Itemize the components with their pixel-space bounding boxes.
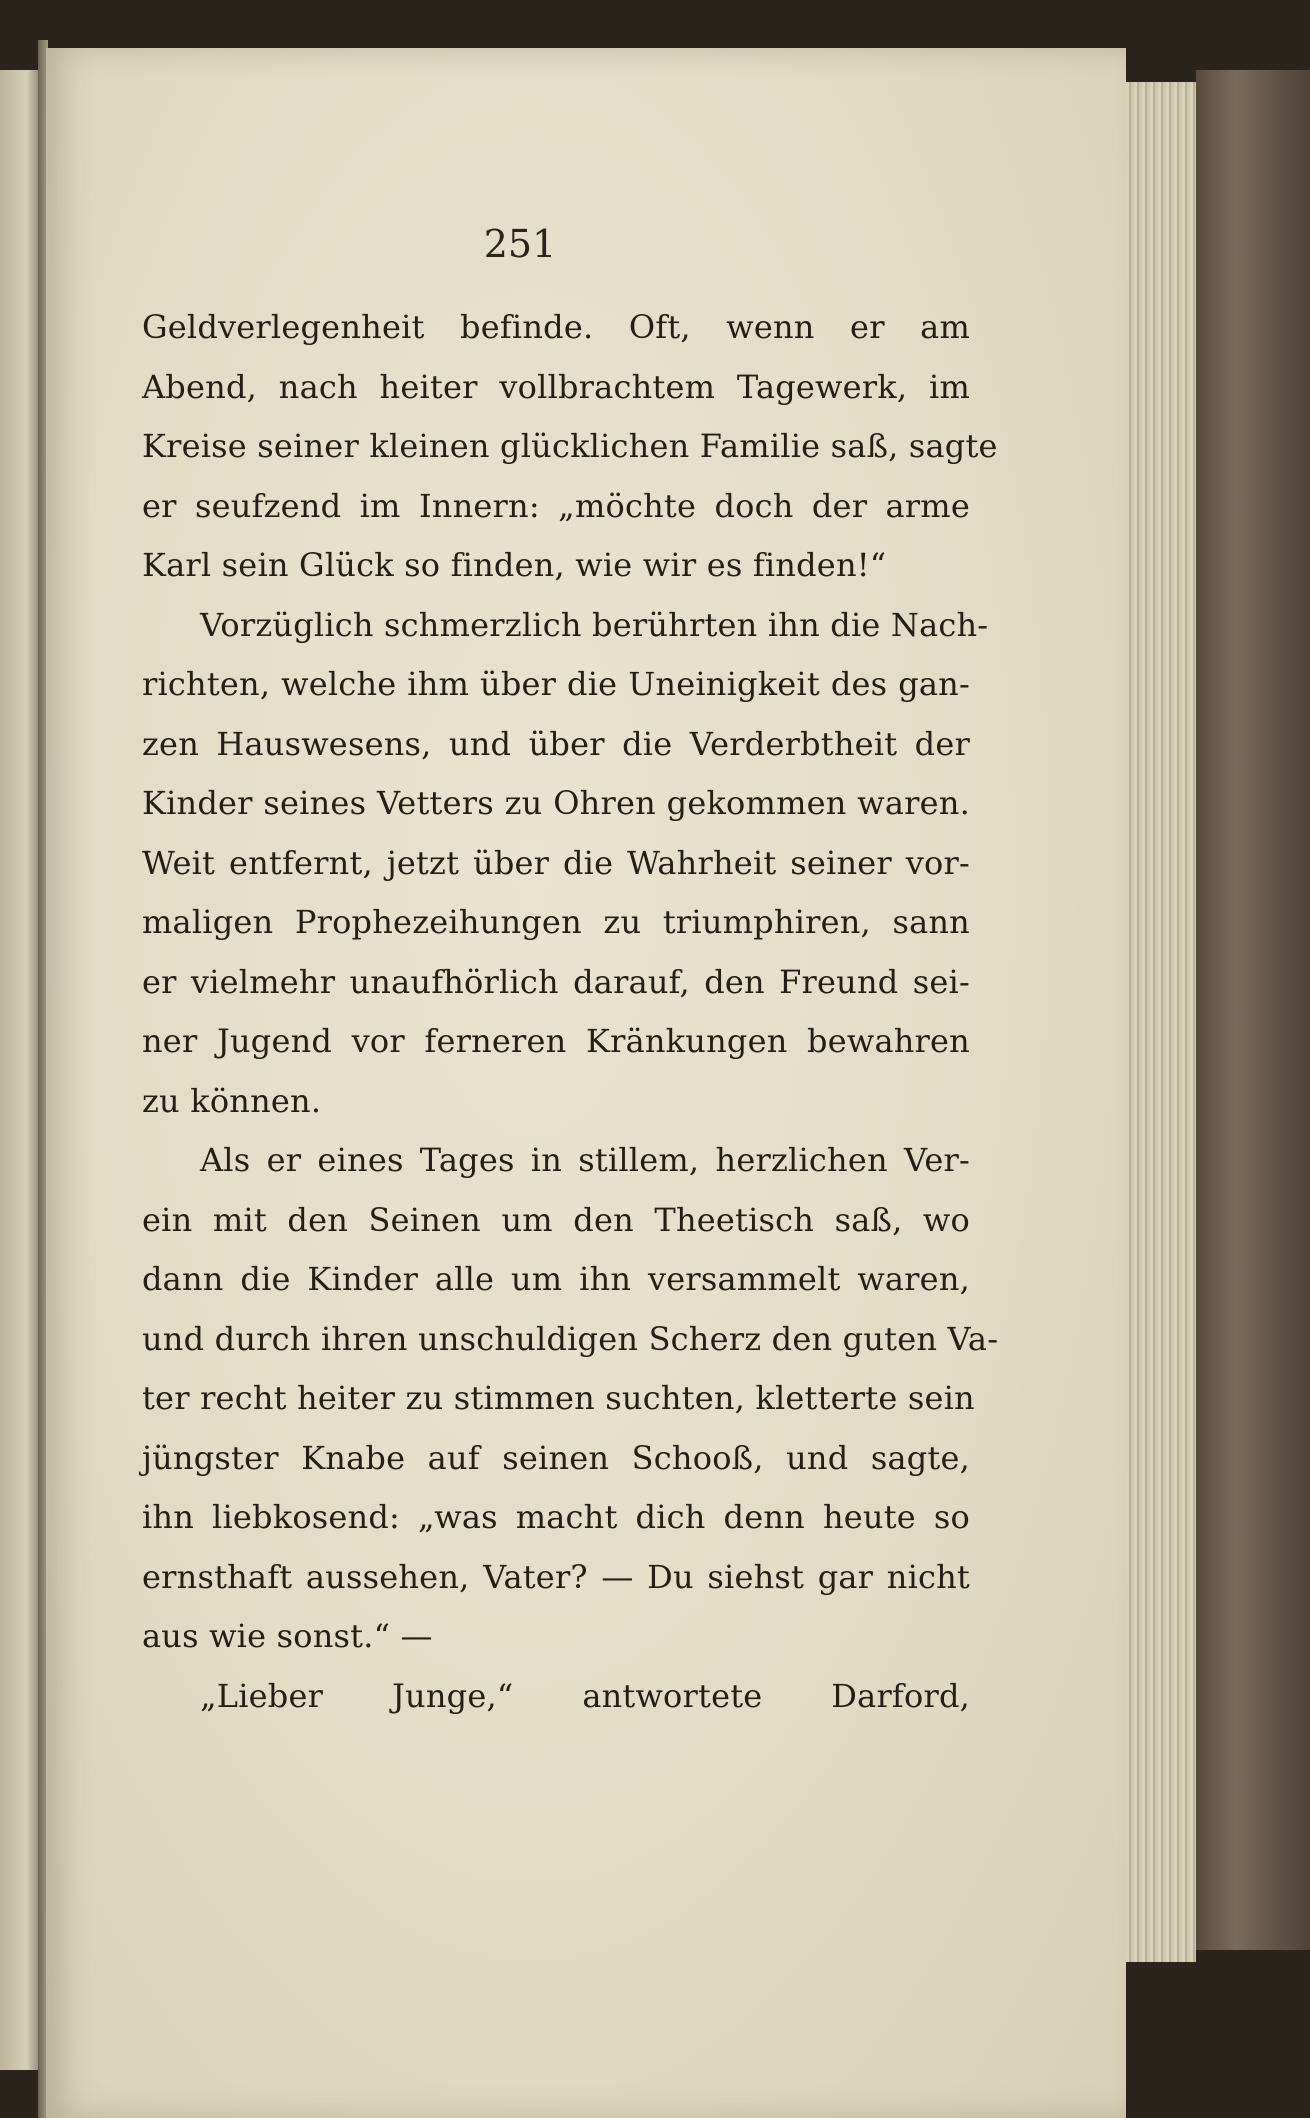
text-line: Abend, nach heiter vollbrachtem Tagewerk, im bbox=[142, 367, 970, 406]
text-line: er vielmehr unaufhörlich darauf, den Freund sei- bbox=[142, 962, 970, 1001]
text-line: zu können. bbox=[142, 1081, 322, 1120]
text-line: und durch ihren unschuldigen Scherz den guten Va- bbox=[142, 1319, 999, 1358]
text-line: Geldverlegenheit befinde. Oft, wenn er am bbox=[142, 308, 970, 346]
text-line: Vorzüglich schmerzlich berührten ihn die Nach- bbox=[200, 605, 989, 644]
text-line: ein mit den Seinen um den Theetisch saß, wo bbox=[142, 1200, 970, 1239]
left-page-edge bbox=[0, 70, 38, 2070]
background-corner bbox=[1126, 1962, 1310, 2118]
page-block-edges bbox=[1126, 82, 1196, 1962]
page-number: 251 bbox=[483, 222, 557, 266]
text-line: er seufzend im Innern: „möchte doch der arme bbox=[142, 486, 970, 525]
text-line: jüngster Knabe auf seinen Schooß, und sagte, bbox=[142, 1438, 970, 1477]
text-line: ihn liebkosend: „was macht dich denn heute so bbox=[142, 1498, 970, 1536]
text-line: zen Hauswesens, und über die Verderbtheit der bbox=[142, 724, 970, 763]
text-line: ner Jugend vor ferneren Kränkungen bewahren bbox=[142, 1022, 970, 1060]
text-line: Weit entfernt, jetzt über die Wahrheit seiner vor- bbox=[142, 843, 970, 882]
text-line: aus wie sonst.“ — bbox=[142, 1617, 433, 1655]
book-cover-edge bbox=[1196, 70, 1310, 1950]
text-line: Als er eines Tages in stillem, herzlichen Ver- bbox=[200, 1141, 970, 1179]
text-line: Karl sein Glück so finden, wie wir es finden!“ bbox=[142, 546, 887, 584]
text-line: Kreise seiner kleinen glücklichen Familie saß, sagte bbox=[142, 427, 998, 465]
page-text bbox=[142, 298, 999, 1726]
text-line: „Lieber Junge,“ antwortete Darford, bbox=[200, 1676, 970, 1715]
text-line: maligen Prophezeihungen zu triumphiren, sann bbox=[142, 903, 970, 941]
text-line: richten, welche ihm über die Uneinigkeit des gan- bbox=[142, 665, 970, 703]
text-line: dann die Kinder alle um ihn versammelt waren, bbox=[142, 1260, 970, 1298]
text-line: ter recht heiter zu stimmen suchten, kletterte sein bbox=[142, 1379, 975, 1417]
text-line: Kinder seines Vetters zu Ohren gekommen waren. bbox=[142, 784, 970, 822]
text-line: ernsthaft aussehen, Vater? — Du siehst gar nicht bbox=[142, 1557, 970, 1596]
